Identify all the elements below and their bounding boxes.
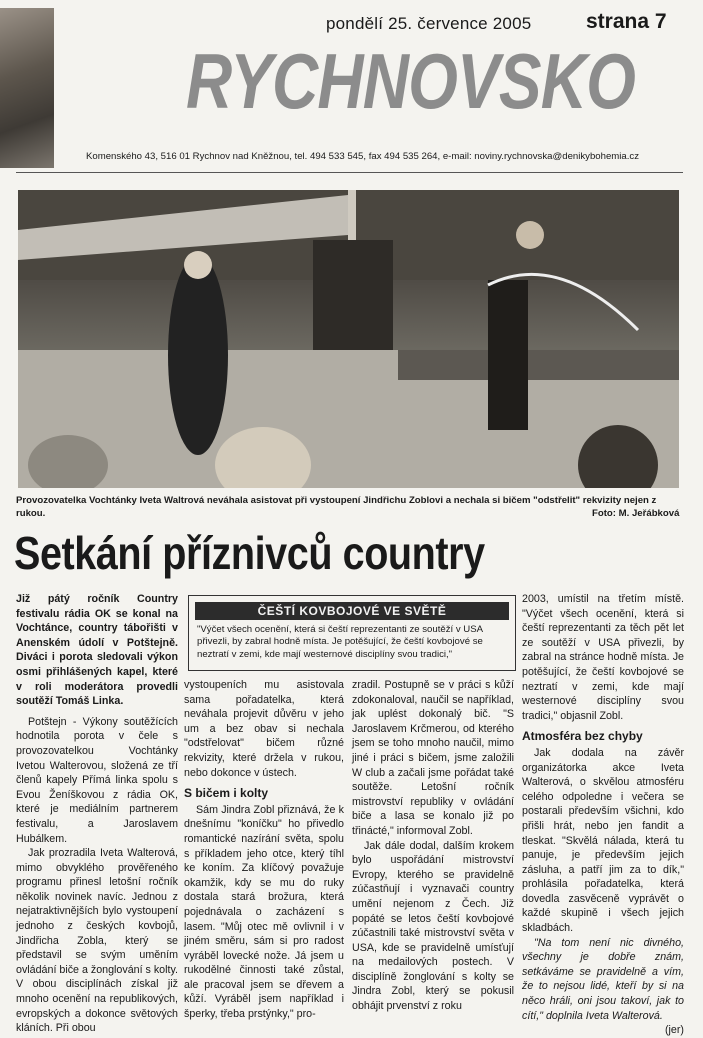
article-lead: Již pátý ročník Country festivalu rádia OK se konal na Vochtánce, country tábořišti v Anenském údolí v Potštejně. Diváci i porota sledovali výkon osmi přihlášených kapel, které v roli moderátora provedli soutěží Tomáš Linka. bbox=[16, 593, 178, 708]
page-number: strana 7 bbox=[586, 10, 667, 33]
paragraph: Jak prozradila Iveta Walterová, mimo obvyklého prověřeného programu přinesl letošní ročník několik novinek navíc. Jednou z nejatraktivnějších bylo vystoupení jednoho z českých kovbojů, Jindřicha Zobla, který se představil se svým uměním ovládání biče a žonglování s kolty. V obou disciplínách získal již mnoho ocenění na republikových, evropských a dokonce světových kláních. Při obou bbox=[16, 847, 178, 1035]
article-column-1 bbox=[16, 592, 178, 1036]
article-column-4 bbox=[522, 592, 684, 1038]
paragraph: Potštejn - Výkony soutěžících hodnotila porota v čele s provozovatelkou Vochtánky Ivetou Walterovou, složená ze tří členů kapely Přímá linka spolu s Evou Ženíškovou z rádia OK, které je mediálním partnerem festivalu, a Jaroslavem Hubálkem. bbox=[16, 715, 178, 845]
paragraph: zradil. Postupně se v práci s kůží zdokonaloval, naučil se například, jak uplést dokonalý bič. "S Jaroslavem Krčmerou, od kterého jsem se toho mnoho naučil, mimo jiné i práci s bičem, jsme založili W club a začali jsme pořádat také soutěže. Letošní ročník mistrovství republiky v ovládání biče a lasa se konalo již po třinácté," informoval Zobl. bbox=[352, 679, 514, 837]
contact-address: Komenského 43, 516 01 Rychnov nad Kněžnou, tel. 494 533 545, fax 494 535 264, e-mail: noviny.rychnovska@denikybohemia.cz bbox=[86, 151, 640, 162]
paragraph: Jak dále dodal, dalším krokem bylo uspořádání mistrovství Evropy, kterého se pravidelně zúčastňují i vyznavači country umění nejenom z Čech. Již popáté se letos čeští kovbojové zúčastnili také mistrovství světa v USA, kde se pravidelně umísťují na medailových postech. V disciplíně žonglování s kolty se Jindra Zobl, který se pokusil obhájit prvenství z roku bbox=[352, 839, 514, 1013]
paragraph: Jak dodala na závěr organizátorka akce Iveta Walterová, o skvělou atmosféru celého odpoledne i večera se postarali především všichni, kdo přišli hrát, nebo jen fandit a tleskat. "Skvělá nálada, která tu panuje, je především jejich zásluha, a patří jim za to dík," prohlásila pořadatelka, která dovedla zasvěceně vyprávět o každé skupině i všech jejich skladbách. bbox=[522, 746, 684, 935]
masthead-title: RYCHNOVSKO bbox=[186, 37, 636, 125]
photo-illustration bbox=[18, 190, 679, 488]
author-initials: (jer) bbox=[665, 1024, 684, 1037]
subheading: S bičem i kolty bbox=[184, 786, 269, 801]
paragraph: vystoupeních mu asistovala sama pořadatelka, která neváhala projevit důvěru v jeho um a bez obav si nechala "odstřelovat" bičem různé rekvizity, které držela v rukou, nebo dokonce v ústech. bbox=[184, 679, 344, 779]
paragraph: 2003, umístil na třetím místě. "Výčet všech ocenění, která si čeští reprezentanti za těch pět let ze soutěží v USA přivezli, by zabral na stránce hodně místa. Je potěšující, že čeští kovbojové se neztratí v zemi, kde mají westernové disciplíny svou tradici," objasnil Zobl. bbox=[522, 593, 684, 722]
box-quote: "Výčet všech ocenění, která si čeští reprezentanti ze soutěží v USA přivezli, by zabral hodně místa. Je potěšující, že čeští kovbojové se neztratí v zemi, kde mají westernové disciplíny svou tradici," bbox=[197, 624, 483, 660]
photo-caption: Provozovatelka Vochtánky Iveta Waltrová neváhala asistovat při vystoupení Jindřichu Zoblovi a nechala si bičem "odstřelit" rekvizity nejen z rukou. bbox=[16, 495, 657, 519]
main-photo bbox=[18, 190, 679, 488]
sidebar-box bbox=[188, 595, 516, 671]
article-column-3 bbox=[352, 678, 514, 1014]
masthead-side-photo bbox=[0, 8, 54, 168]
article-headline: Setkání příznivců country bbox=[14, 527, 485, 579]
subheading: Atmosféra bez chyby bbox=[522, 729, 643, 744]
photo-credit: Foto: M. Jeřábková bbox=[592, 508, 680, 519]
header-divider bbox=[16, 172, 683, 173]
article-column-2 bbox=[184, 678, 344, 1022]
issue-date: pondělí 25. července 2005 bbox=[326, 14, 532, 33]
box-title: ČEŠTÍ KOVBOJOVÉ VE SVĚTĚ bbox=[195, 602, 509, 620]
paragraph: "Na tom není nic divného, všechny je dobře znám, setkáváme se pravidelně a vím, že to nejsou lidé, kteří by si na něco hráli, oni jsou takoví, jak to cítí," doplnila Iveta Walterová. bbox=[522, 936, 684, 1022]
paragraph: Sám Jindra Zobl přiznává, že k dnešnímu "koníčku" ho přivedlo romantické nazírání světa, spolu s příkladem jeho otce, který tíhl ke koním. Za klíčový považuje okamžik, kdy se mu do ruky dostala stará brožura, která pojednávala o zacházení s lasem. "Můj otec mě ovlivnil i v jiném směru, sám si pro radost vyráběl lovecké nože. Já jsem u rukodělné činnosti také zůstal, ale pracoval jsem se dřevem a kůží. Vyráběl jsem například i šperky, třeba prstýnky," pro- bbox=[184, 803, 344, 1021]
